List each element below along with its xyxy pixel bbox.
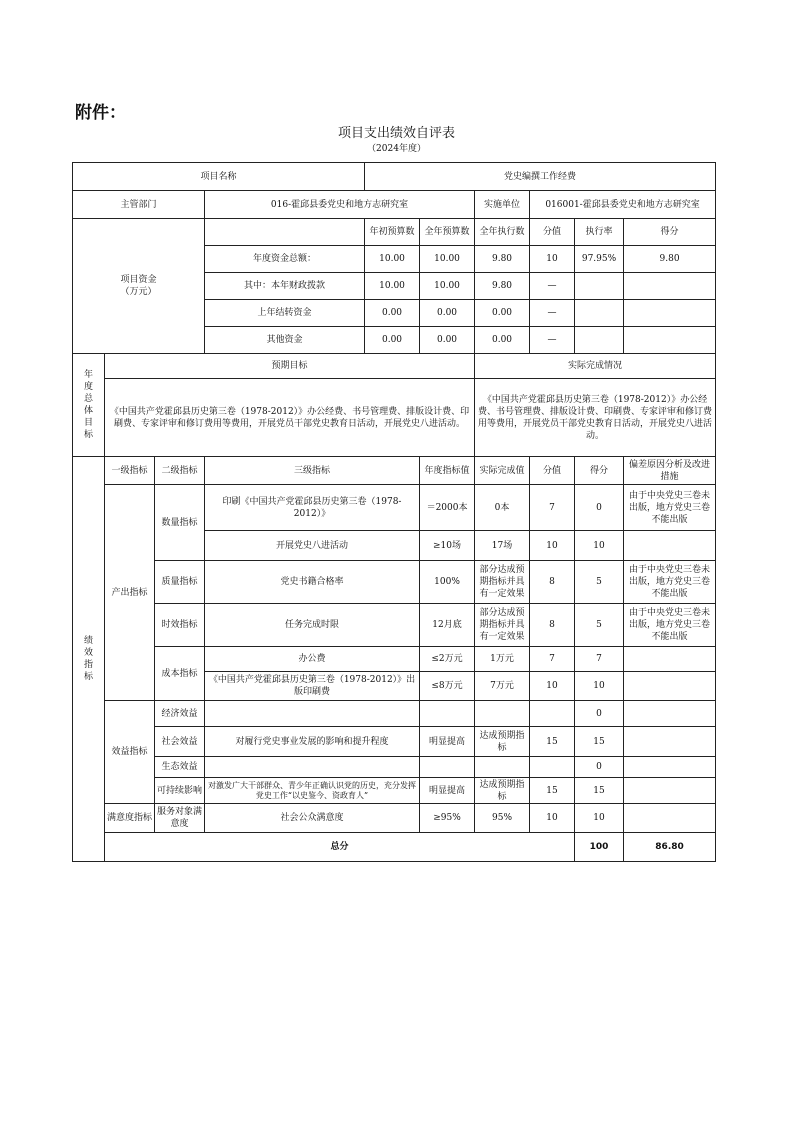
impl-value: 016001-霍邱县委党史和地方志研究室 [530,191,716,219]
indicator-header: 三级指标 [205,457,420,485]
indicator-target [420,757,475,778]
funds-row-label: 其他资金 [205,327,365,354]
funds-cell: 97.95% [575,246,624,273]
indicator-reason [624,672,716,701]
indicator-header: 分值 [530,457,575,485]
indicator-weight [530,757,575,778]
actual-goal: 《中国共产党霍邱县历史第三卷（1978-2012）》办公经费、书号管理费、排版设计费、印刷费、专家评审和修订费用等费用，开展党员干部党史教育日活动，开展党史八进活动。 [475,379,716,457]
time-indicator-label: 时效指标 [155,604,205,647]
page-title: 项目支出绩效自评表 [337,126,455,141]
indicator-name: 党史书籍合格率 [205,561,420,604]
indicator-header: 实际完成值 [475,457,530,485]
indicators-label: 绩 效 指 标 [73,457,105,862]
year-label: （2024年度） [367,144,426,154]
funds-cell: 0.00 [420,327,475,354]
funds-cell: 9.80 [475,246,530,273]
indicator-target: 12月底 [420,604,475,647]
funds-cell: 9.80 [624,246,716,273]
eco-indicator-label: 生态效益 [155,757,205,778]
indicator-actual: 部分达成预期指标并具有一定效果 [475,604,530,647]
actual-goal-label: 实际完成情况 [475,354,716,379]
indicator-name: 办公费 [205,647,420,672]
indicator-reason [624,531,716,561]
indicator-header: 二级指标 [155,457,205,485]
indicator-weight: 8 [530,561,575,604]
indicator-name: 开展党史八进活动 [205,531,420,561]
indicator-actual: 0本 [475,485,530,531]
funds-header: 分值 [530,219,575,246]
indicator-name: 《中国共产党霍邱县历史第三卷（1978-2012）》出版印刷费 [205,672,420,701]
funds-row-label: 其中：本年财政拨款 [205,273,365,300]
funds-cell: 0.00 [365,327,420,354]
funds-header: 全年执行数 [475,219,530,246]
indicator-actual: 7万元 [475,672,530,701]
funds-row-label: 上年结转资金 [205,300,365,327]
indicator-reason [624,778,716,804]
indicator-weight [530,701,575,727]
indicator-score: 7 [575,647,624,672]
funds-cell: — [530,327,575,354]
indicator-name: 任务完成时限 [205,604,420,647]
indicator-target [420,701,475,727]
indicator-score: 0 [575,485,624,531]
funds-cell: 10.00 [420,246,475,273]
funds-cell [575,273,624,300]
indicator-name [205,757,420,778]
indicator-score: 15 [575,727,624,757]
funds-cell: 0.00 [475,300,530,327]
service-indicator-label: 服务对象满意度 [155,804,205,833]
indicator-score: 10 [575,531,624,561]
funds-cell: 10 [530,246,575,273]
funds-cell [575,327,624,354]
indicator-weight: 15 [530,727,575,757]
total-label: 总分 [105,833,575,862]
goals-label: 年 度 总 体 目 标 [73,354,105,457]
funds-row-label: 年度资金总额： [205,246,365,273]
funds-cell [624,273,716,300]
funds-cell: 0.00 [365,300,420,327]
indicator-score: 0 [575,701,624,727]
project-name: 党史编撰工作经费 [365,163,716,191]
evaluation-table [72,162,716,862]
indicator-reason [624,647,716,672]
indicator-actual [475,757,530,778]
indicator-target: ＝2000本 [420,485,475,531]
indicator-actual: 17场 [475,531,530,561]
funds-cell [575,300,624,327]
dept-value: 016-霍邱县委党史和地方志研究室 [205,191,475,219]
funds-cell [624,300,716,327]
indicator-target: ≤2万元 [420,647,475,672]
expected-goal: 《中国共产党霍邱县历史第三卷（1978-2012）》办公经费、书号管理费、排版设计费、印刷费、专家评审和修订费用等费用，开展党员干部党史教育日活动，开展党史八进活动。 [105,379,475,457]
indicator-reason [624,757,716,778]
indicator-reason [624,804,716,833]
funds-label: 项目资金 （万元） [73,219,205,354]
indicator-actual: 1万元 [475,647,530,672]
funds-header: 全年预算数 [420,219,475,246]
indicator-name: 对履行党史事业发展的影响和提升程度 [205,727,420,757]
funds-cell: — [530,273,575,300]
indicator-name [205,701,420,727]
indicator-reason [624,727,716,757]
total-score: 86.80 [624,833,716,862]
social-indicator-label: 社会效益 [155,727,205,757]
funds-header: 年初预算数 [365,219,420,246]
indicator-reason: 由于中央党史三卷未出版，地方党史三卷不能出版 [624,485,716,531]
indicator-target: 100% [420,561,475,604]
project-name-label: 项目名称 [73,163,365,191]
indicator-weight: 7 [530,485,575,531]
funds-cell: — [530,300,575,327]
indicator-target: 明显提高 [420,727,475,757]
indicator-actual: 95% [475,804,530,833]
funds-cell: 9.80 [475,273,530,300]
indicator-header: 得分 [575,457,624,485]
indicator-weight: 15 [530,778,575,804]
indicator-reason [624,701,716,727]
attachment-label: 附件： [75,103,126,123]
indicator-weight: 7 [530,647,575,672]
indicator-score: 15 [575,778,624,804]
indicator-target: ≤8万元 [420,672,475,701]
sustain-indicator-label: 可持续影响 [155,778,205,804]
indicator-score: 0 [575,757,624,778]
indicator-name: 社会公众满意度 [205,804,420,833]
indicator-weight: 10 [530,804,575,833]
funds-cell [624,327,716,354]
funds-cell: 10.00 [365,273,420,300]
indicator-name: 对激发广大干部群众、青少年正确认识党的历史，充分发挥党史工作“以史鉴今、资政育人” [205,778,420,804]
indicator-weight: 10 [530,531,575,561]
cost-indicator-label: 成本指标 [155,647,205,701]
indicator-header: 年度指标值 [420,457,475,485]
funds-cell: 0.00 [420,300,475,327]
indicator-actual: 部分达成预期指标并具有一定效果 [475,561,530,604]
effect-indicator-label: 效益指标 [105,701,155,804]
output-indicator-label: 产出指标 [105,485,155,701]
indicator-actual [475,701,530,727]
funds-cell: 10.00 [420,273,475,300]
indicator-weight: 10 [530,672,575,701]
indicator-header: 一级指标 [105,457,155,485]
quantity-indicator-label: 数量指标 [155,485,205,561]
funds-cell: 10.00 [365,246,420,273]
indicator-reason: 由于中央党史三卷未出版，地方党史三卷不能出版 [624,604,716,647]
econ-indicator-label: 经济效益 [155,701,205,727]
indicator-header: 偏差原因分析及改进措施 [624,457,716,485]
indicator-target: ≥10场 [420,531,475,561]
indicator-reason: 由于中央党史三卷未出版，地方党史三卷不能出版 [624,561,716,604]
indicator-score: 5 [575,604,624,647]
funds-header: 得分 [624,219,716,246]
indicator-score: 5 [575,561,624,604]
funds-header: 执行率 [575,219,624,246]
indicator-actual: 达成预期指标 [475,727,530,757]
satisfaction-indicator-label: 满意度指标 [105,804,155,833]
indicator-name: 印刷《中国共产党霍邱县历史第三卷（1978-2012）》 [205,485,420,531]
indicator-weight: 8 [530,604,575,647]
indicator-actual: 达成预期指标 [475,778,530,804]
indicator-score: 10 [575,672,624,701]
total-weight: 100 [575,833,624,862]
quality-indicator-label: 质量指标 [155,561,205,604]
indicator-target: ≥95% [420,804,475,833]
dept-label: 主管部门 [73,191,205,219]
indicator-score: 10 [575,804,624,833]
impl-label: 实施单位 [475,191,530,219]
funds-blank [205,219,365,246]
funds-cell: 0.00 [475,327,530,354]
indicator-target: 明显提高 [420,778,475,804]
expected-goal-label: 预期目标 [105,354,475,379]
